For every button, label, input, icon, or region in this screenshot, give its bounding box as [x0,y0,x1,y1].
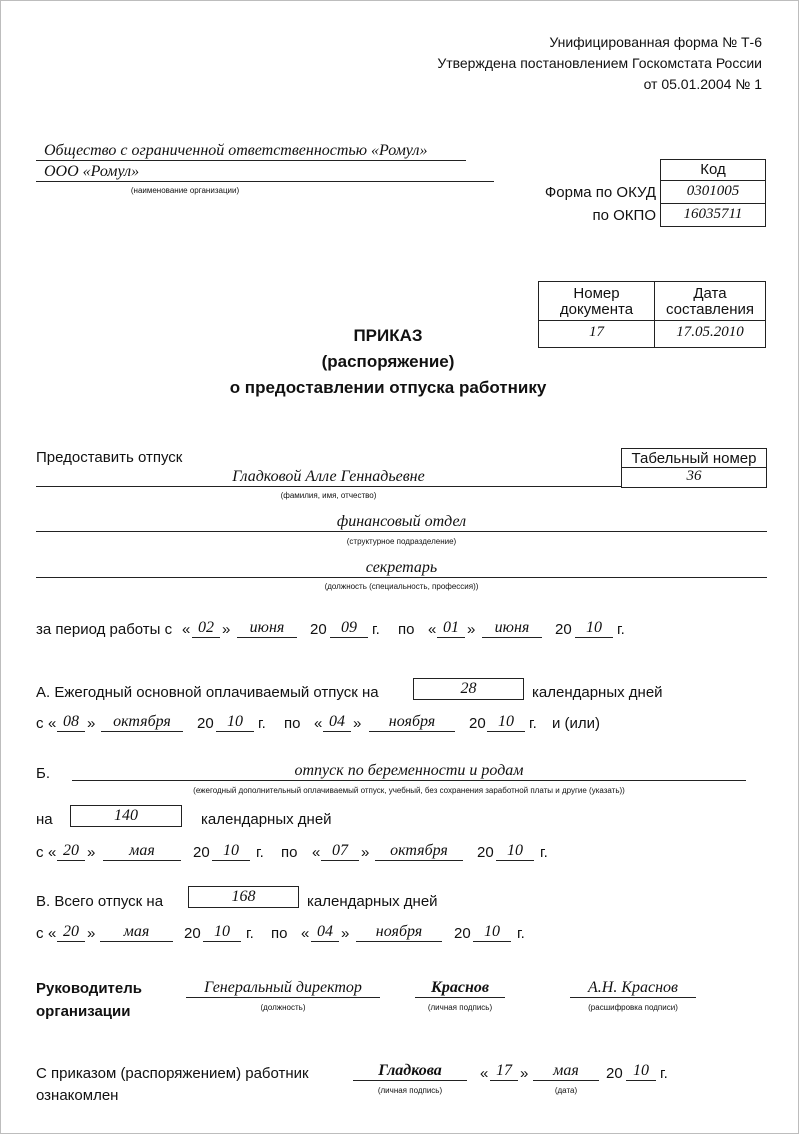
order-title: ПРИКАЗ [353,326,423,345]
approval-date-line: от 05.01.2004 № 1 [643,76,762,92]
section-b-caption: (ежегодный дополнительный оплачиваемый отпуск, учебный, без сохранения заработной платы и другие (указать)) [193,786,625,795]
section-b-from-month[interactable]: мая [103,842,181,861]
section-v-from-year[interactable]: 10 [203,923,241,942]
doc-number-value[interactable]: 17 [538,320,655,348]
section-v-label: В. Всего отпуск на [36,893,164,910]
grant-leave-label: Предоставить отпуск [36,449,183,466]
work-to-year[interactable]: 10 [575,619,613,638]
director-position[interactable]: Генеральный директор [186,979,380,998]
okpo-value[interactable]: 16035711 [660,203,766,227]
and-or-label: и (или) [552,715,601,732]
section-v-from-month[interactable]: мая [100,923,173,942]
director-decryption[interactable]: А.Н. Краснов [570,979,696,998]
director-position-caption: (должность) [260,1003,306,1012]
work-from-day[interactable]: 02 [192,619,220,638]
director-label-2: организации [36,1003,131,1020]
employee-signature[interactable]: Гладкова [353,1062,467,1081]
section-a-from-day[interactable]: 08 [57,713,85,732]
position[interactable]: секретарь [36,559,767,578]
organization-short-name[interactable]: ООО «Ромул» [36,163,494,182]
work-period-label: за период работы с [36,621,173,638]
order-subtitle: (распоряжение) [321,352,455,371]
section-a-days[interactable]: 28 [413,678,524,700]
section-b-from-day[interactable]: 20 [57,842,85,861]
department[interactable]: финансовый отдел [36,513,767,532]
tab-number-value[interactable]: 36 [621,467,767,488]
section-v-to-day[interactable]: 04 [311,923,339,942]
work-from-year[interactable]: 09 [330,619,368,638]
section-a-from-year[interactable]: 10 [216,713,254,732]
section-b-days-label: календарных дней [201,811,332,828]
form-name: Унифицированная форма № Т-6 [549,34,762,50]
section-b-from-year[interactable]: 10 [212,842,250,861]
organization-caption: (наименование организации) [130,186,240,195]
section-a-from-month[interactable]: октября [101,713,183,732]
doc-number-header: Номер документа [538,281,655,321]
section-b-leave-type[interactable]: отпуск по беременности и родам [72,762,746,781]
order-purpose: о предоставлении отпуска работнику [229,378,547,397]
employee-name-caption: (фамилия, имя, отчество) [280,491,377,500]
section-b-to-day[interactable]: 07 [321,842,359,861]
section-v-days[interactable]: 168 [188,886,299,908]
section-v-to-year[interactable]: 10 [473,923,511,942]
organization-full-name[interactable]: Общество с ограниченной ответственностью «Ромул» [36,142,466,161]
section-a-to-year[interactable]: 10 [487,713,525,732]
department-caption: (структурное подразделение) [346,537,457,546]
section-b-days[interactable]: 140 [70,805,182,827]
director-signature[interactable]: Краснов [415,979,505,998]
okud-label: Форма по ОКУД [544,184,656,201]
work-from-month[interactable]: июня [237,619,297,638]
doc-date-header: Дата составления [654,281,766,321]
director-label-1: Руководитель [36,980,142,997]
doc-date-value[interactable]: 17.05.2010 [654,320,766,348]
work-to-day[interactable]: 01 [437,619,465,638]
position-caption: (должность (специальность, профессия)) [324,582,479,591]
acknowledged-label-2: ознакомлен [36,1087,119,1104]
ack-date-caption: (дата) [554,1086,578,1095]
section-a-label: А. Ежегодный основной оплачиваемый отпуск на [36,684,379,701]
acknowledged-label-1: С приказом (распоряжением) работник [36,1065,309,1082]
director-signature-caption: (личная подпись) [427,1003,493,1012]
section-a-days-label: календарных дней [532,684,663,701]
section-a-to-day[interactable]: 04 [323,713,351,732]
section-b-to-year[interactable]: 10 [496,842,534,861]
employee-name[interactable]: Гладковой Алле Геннадьевне [36,468,621,487]
ack-year[interactable]: 10 [626,1062,656,1081]
ack-day[interactable]: 17 [490,1062,518,1081]
section-v-from-day[interactable]: 20 [57,923,85,942]
employee-signature-caption: (личная подпись) [377,1086,443,1095]
section-v-to-month[interactable]: ноября [356,923,442,942]
okud-value[interactable]: 0301005 [660,180,766,204]
approval-line: Утверждена постановлением Госкомстата России [437,55,762,71]
section-v-days-label: календарных дней [307,893,438,910]
ack-month[interactable]: мая [533,1062,599,1081]
director-decryption-caption: (расшифровка подписи) [588,1003,678,1012]
section-a-to-month[interactable]: ноября [369,713,455,732]
section-b-label: Б. [36,765,51,782]
tab-number-header: Табельный номер [621,448,767,468]
section-b-to-month[interactable]: октября [375,842,463,861]
okpo-label: по ОКПО [592,207,656,224]
work-to-month[interactable]: июня [482,619,542,638]
code-header: Код [660,159,766,181]
